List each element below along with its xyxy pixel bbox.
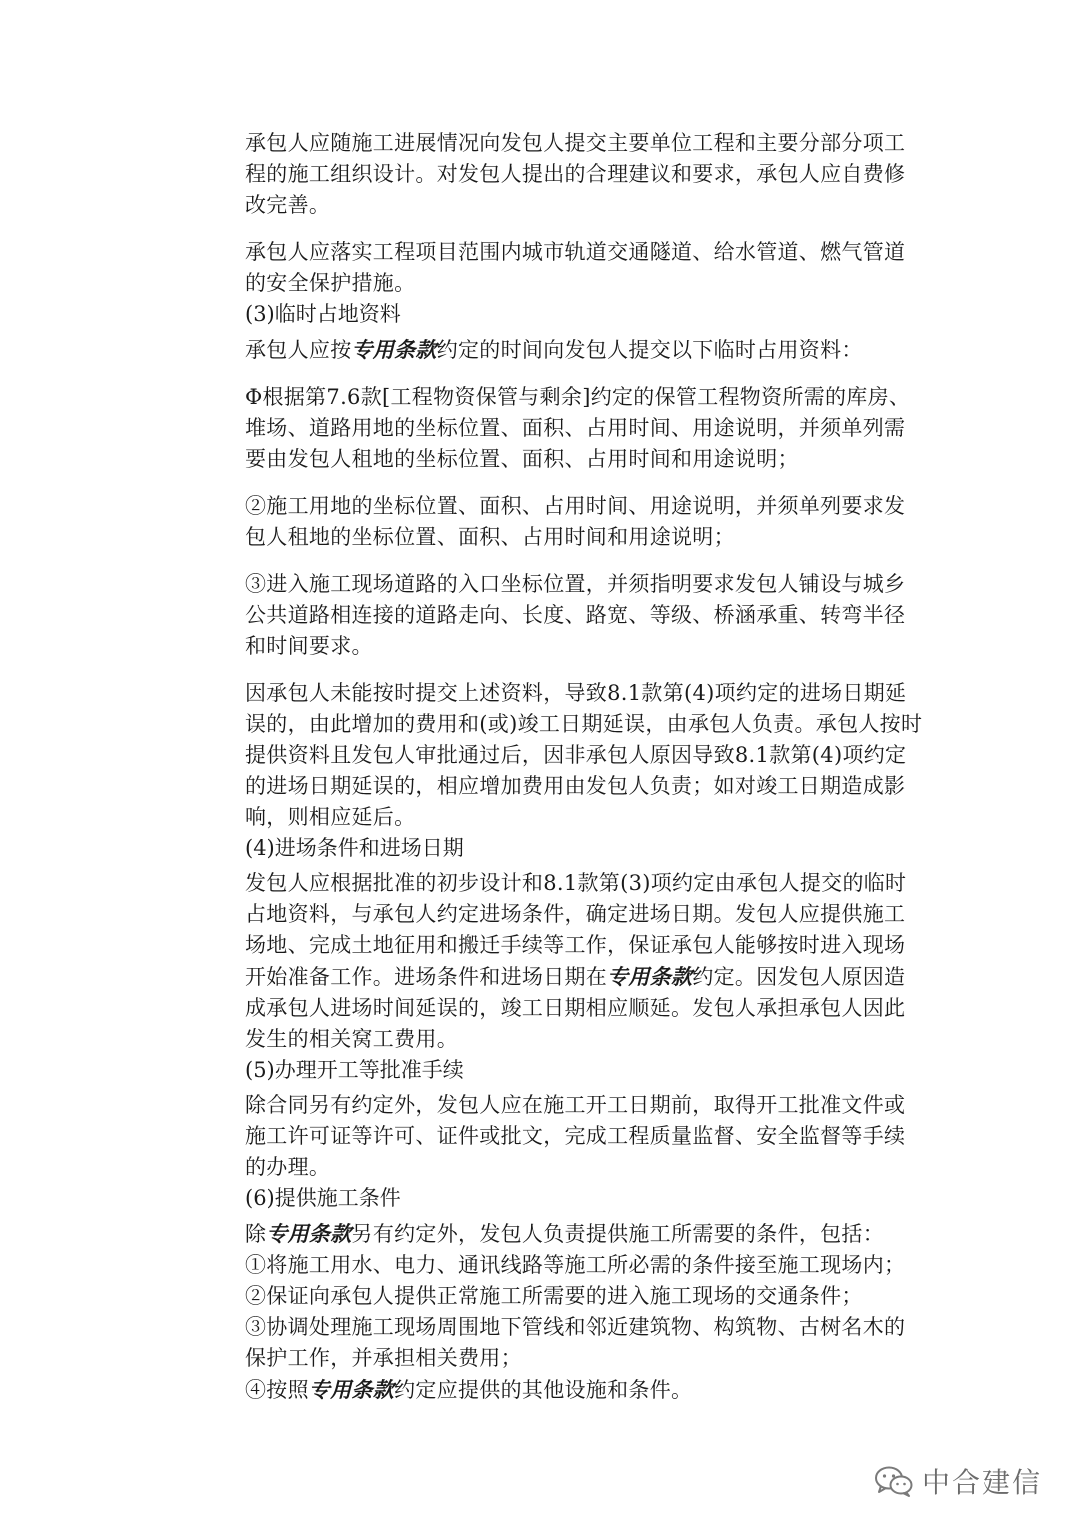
text-segment: 发包人应根据批准的初步设计和8.1款第(3)项约定由承包人提交的临时占地资料，与承包人约定进场条件，确定进场日期。发包人应提供施工场地、完成土地征用和搬迁手续等工作，保证承包人能够按时进入现场开始准备工作。进场条件和进场日期在 (245, 871, 907, 989)
keyword-special-clause: 专用条款 (351, 337, 437, 362)
paragraph-site-entry (245, 868, 925, 1055)
watermark (874, 1461, 1042, 1501)
keyword-special-clause: 专用条款 (607, 964, 693, 989)
paragraph-approval-procedures: 除合同另有约定外，发包人应在施工开工日期前，取得开工批准文件或施工许可证等许可、证件或批文，完成工程质量监督、安全监督等手续的办理。 (245, 1093, 906, 1179)
keyword-special-clause: 专用条款 (308, 1377, 395, 1402)
paragraph-safety-measures: 承包人应落实工程项目范围内城市轨道交通隧道、给水管道、燃气管道的安全保护措施。 (245, 240, 906, 295)
section-heading-4: (4)进场条件和进场日期 (245, 836, 464, 860)
paragraph-construction-conditions (245, 1218, 925, 1250)
condition-item-4 (245, 1374, 925, 1406)
list-item-3: ③进入施工现场道路的入口坐标位置，并须指明要求发包人铺设与城乡公共道路相连接的道路走向、长度、路宽、等级、桥涵承重、转弯半径和时间要求。 (245, 572, 906, 658)
paragraph-construction-design: 承包人应随施工进展情况向发包人提交主要单位工程和主要分部分项工程的施工组织设计。对发包人提出的合理建议和要求，承包人应自费修改完善。 (245, 131, 906, 217)
keyword-special-clause: 专用条款 (266, 1221, 352, 1246)
text-segment: ④按照 (245, 1378, 309, 1402)
paragraph-delay-liability: 因承包人未能按时提交上述资料，导致8.1款第(4)项约定的进场日期延误的，由此增加的费用和(或)竣工日期延误，由承包人负责。承包人按时提供资料且发包人审批通过后，因非承包人原因导致8.1款第(4)项约定的进场日期延误的，相应增加费用由发包人负责；如对竣工日期造成影响，则相应延后。 (245, 681, 923, 829)
watermark-text: 中合建信 (921, 1466, 1042, 1499)
text-segment: 另有约定外，发包人负责提供施工所需要的条件，包括： (351, 1222, 885, 1246)
section-heading-3: (3)临时占地资料 (245, 302, 401, 326)
wechat-icon (874, 1465, 914, 1497)
list-item-2: ②施工用地的坐标位置、面积、占用时间、用途说明，并须单列要求发包人租地的坐标位置、面积、占用时间和用途说明； (245, 494, 906, 549)
section-heading-5: (5)办理开工等批准手续 (245, 1058, 464, 1082)
document-body (245, 128, 925, 1406)
condition-item-2: ②保证向承包人提供正常施工所需要的进入施工现场的交通条件； (245, 1284, 863, 1308)
paragraph-temporary-land-intro (245, 334, 925, 366)
text-segment: 承包人应按 (245, 338, 352, 362)
text-segment: 约定。因发包人原因造成承包人进场时间延误的，竣工日期相应顺延。发包人承担承包人因此发生的相关窝工费用。 (245, 965, 906, 1051)
text-segment: 除 (245, 1222, 267, 1246)
list-item-1: Φ根据第7.6款[工程物资保管与剩余]约定的保管工程物资所需的库房、堆场、道路用地的坐标位置、面积、占用时间、用途说明，并须单列需要由发包人租地的坐标位置、面积、占用时间和用途说明； (245, 385, 911, 471)
condition-item-1: ①将施工用水、电力、通讯线路等施工所必需的条件接至施工现场内； (245, 1253, 906, 1277)
text-segment: 约定应提供的其他设施和条件。 (394, 1378, 693, 1402)
text-segment: 约定的时间向发包人提交以下临时占用资料： (436, 338, 863, 362)
section-heading-6: (6)提供施工条件 (245, 1186, 401, 1210)
condition-item-3: ③协调处理施工现场周围地下管线和邻近建筑物、构筑物、古树名木的保护工作，并承担相关费用； (245, 1315, 906, 1370)
